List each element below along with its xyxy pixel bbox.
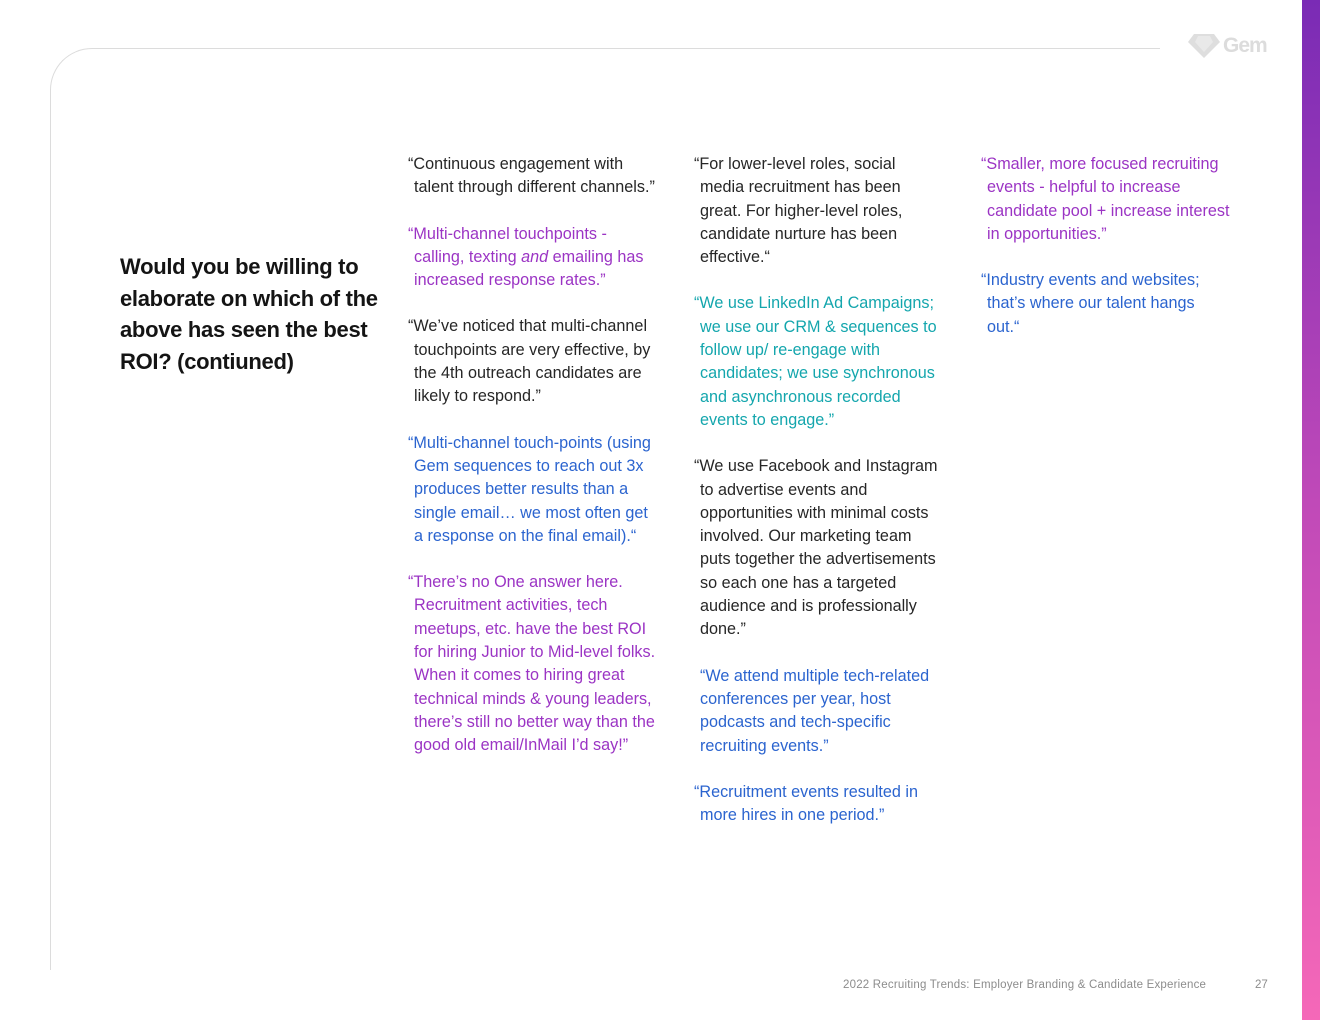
quote: “There’s no One answer here. Recruitment activities, tech meetups, etc. have the best ROI for hiring Junior to Mid-level folks. When it comes to hiring great technical minds & young leaders, there’s still no better way than the good old email/InMail I’d say!” <box>408 573 656 755</box>
gem-logo <box>1188 33 1267 59</box>
gem-diamond-icon <box>1188 33 1220 59</box>
quote: “For lower-level roles, social media recruitment has been great. For higher-level roles, candidate nurture has been effective.“ <box>694 155 903 267</box>
quote: “Smaller, more focused recruiting events - helpful to increase candidate pool + increase interest in opportunities.” <box>981 155 1230 243</box>
quote: “Recruitment events resulted in more hires in one period.” <box>694 782 919 825</box>
quote-text-before: “Multi-channel touchpoints - calling, texting <box>408 224 607 266</box>
quote: “We use LinkedIn Ad Campaigns; we use our CRM & sequences to follow up/ re-engage with candidates; we use synchronous and asynchronous recorded events to engage.” <box>694 294 937 429</box>
quote: “Continuous engagement with talent through different channels.” <box>408 155 655 197</box>
page-number: 27 <box>1255 979 1268 991</box>
quote: “We use Facebook and Instagram to advertise events and opportunities with minimal costs involved. Our marketing team puts together the advertisements so each one has a targeted audience and is professionally done.” <box>694 457 938 639</box>
quote-column-2 <box>694 153 944 850</box>
footer-report-title: 2022 Recruiting Trends: Employer Branding & Candidate Experience <box>843 979 1207 991</box>
quote-emphasis: and <box>521 247 549 266</box>
quote: “We attend multiple tech-related conferences per year, host podcasts and tech-specific recruiting events.” <box>700 666 930 755</box>
quote: “We’ve noticed that multi-channel touchpoints are very effective, by the 4th outreach candidates are likely to respond.” <box>408 317 651 406</box>
question-heading: Would you be willing to elaborate on which of the above has seen the best ROI? (contiuned) <box>120 254 378 374</box>
quote-text-after: emailing has increased response rates.” <box>414 247 644 290</box>
gem-logo-text: Gem <box>1223 34 1267 57</box>
accent-gradient-bar <box>1302 0 1320 1020</box>
quote: “Multi-channel touch-points (using Gem sequences to reach out 3x produces better results than a single email… we most often get a response on the final email).“ <box>408 433 651 545</box>
quote-column-3 <box>981 153 1231 362</box>
quote <box>408 223 658 293</box>
quote-column-1 <box>408 153 658 781</box>
quote: “Industry events and websites; that’s where our talent hangs out.“ <box>981 271 1200 336</box>
